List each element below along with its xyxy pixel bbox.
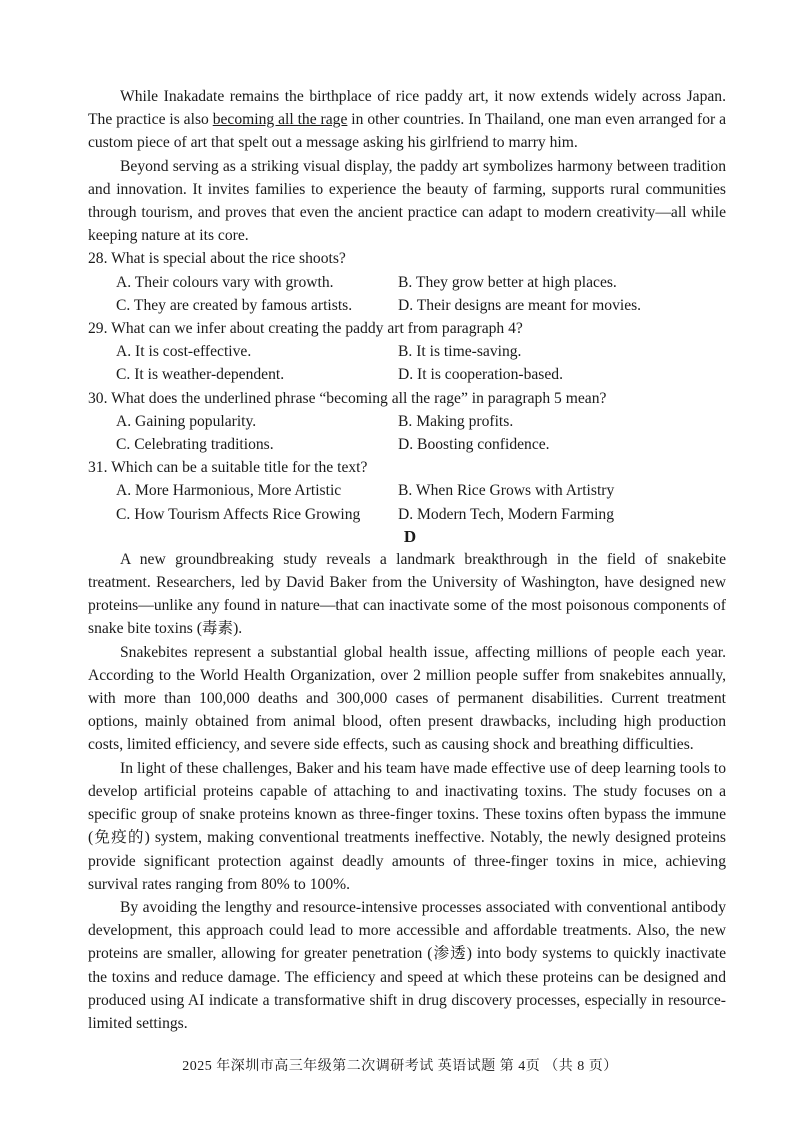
option-b: B. Making profits. [398, 412, 514, 430]
question-29 [88, 317, 726, 387]
question-stem: 31. Which can be a suitable title for the text? [88, 459, 368, 477]
option-c: C. They are created by famous artists. [116, 296, 353, 314]
option-b: B. When Rice Grows with Artistry [398, 482, 615, 500]
option-grid [88, 271, 726, 317]
option-d: D. It is cooperation-based. [398, 366, 563, 384]
underlined-phrase: becoming all the rage [212, 111, 348, 129]
passage-d-paragraph-1: A new groundbreaking study reveals a landmark breakthrough in the field of snakebite treatment. Researchers, led by David Baker from the University of Washington, have designed new proteins—unlike any found in nature—that can inactivate some of the most poisonous components of snake bite toxins (毒素). [88, 550, 726, 638]
option-b: B. They grow better at high places. [398, 273, 617, 291]
option-c: C. How Tourism Affects Rice Growing [116, 505, 361, 523]
passage-d-paragraph-4: By avoiding the lengthy and resource-intensive processes associated with conventional antibody development, this approach could lead to more accessible and affordable treatments. Also, the new proteins are smaller, allowing for greater penetration (渗透) into body systems to quickly inactivate the toxins and reduce damage. The efficiency and speed at which these proteins can be designed and produced using AI indicate a transformative shift in drug discovery processes, especially in resource-limited settings. [88, 898, 726, 1032]
option-d: D. Boosting confidence. [398, 436, 550, 454]
option-a: A. It is cost-effective. [116, 343, 252, 361]
option-b: B. It is time-saving. [398, 343, 522, 361]
page-content [88, 85, 726, 1035]
passage-d-paragraph-3: In light of these challenges, Baker and his team have made effective use of deep learning tools to develop artificial proteins capable of attaching to and inactivating toxins. The study focuses on a specific group of snake proteins known as three-finger toxins. These toxins often bypass the immune (免疫的) system, making conventional treatments ineffective. Notably, the newly designed proteins provide significant protection against deadly amounts of three-finger toxins in mice, achieving survival rates ranging from 80% to 100%. [88, 759, 726, 893]
passage-d-paragraph-2: Snakebites represent a substantial global health issue, affecting millions of people each year. According to the World Health Organization, over 2 million people suffer from snakebites annually, with more than 100,000 deaths and 300,000 cases of permanent disabilities. Current treatment options, mainly obtained from animal blood, often present drawbacks, including high production costs, limited efficiency, and severe side effects, such as causing shock and breathing difficulties. [88, 643, 726, 754]
section-title-d: D [403, 526, 417, 546]
question-30 [88, 387, 726, 457]
option-grid [88, 410, 726, 456]
question-stem: 28. What is special about the rice shoots? [88, 250, 346, 268]
option-a: A. More Harmonious, More Artistic [116, 482, 342, 500]
option-d: D. Their designs are meant for movies. [398, 296, 642, 314]
question-31 [88, 456, 726, 526]
option-a: A. Their colours vary with growth. [116, 273, 334, 291]
option-c: C. Celebrating traditions. [116, 436, 274, 454]
page-footer: 2025 年深圳市高三年级第二次调研考试 英语试题 第 4页 （共 8 页） [182, 1059, 618, 1074]
option-grid [88, 340, 726, 386]
question-28 [88, 247, 726, 317]
option-grid [88, 479, 726, 525]
passage-c-paragraph-6: Beyond serving as a striking visual display, the paddy art symbolizes harmony between tradition and innovation. It invites families to experience the beauty of farming, supports rural communities through tourism, and proves that even the ancient practice can adapt to modern creativity—all while keeping nature at its core. [88, 157, 726, 245]
option-a: A. Gaining popularity. [116, 412, 257, 430]
passage-c-paragraph-5: While Inakadate remains the birthplace of rice paddy art, it now extends widely across Japan. The practice is also becoming all the rage in other countries. In Thailand, one man even arranged for a custom piece of art that spelt out a message asking his girlfriend to marry him. [88, 88, 727, 152]
question-stem: 29. What can we infer about creating the paddy art from paragraph 4? [88, 320, 523, 338]
option-c: C. It is weather-dependent. [116, 366, 285, 384]
question-stem: 30. What does the underlined phrase “becoming all the rage” in paragraph 5 mean? [88, 389, 607, 407]
option-d: D. Modern Tech, Modern Farming [398, 505, 615, 523]
